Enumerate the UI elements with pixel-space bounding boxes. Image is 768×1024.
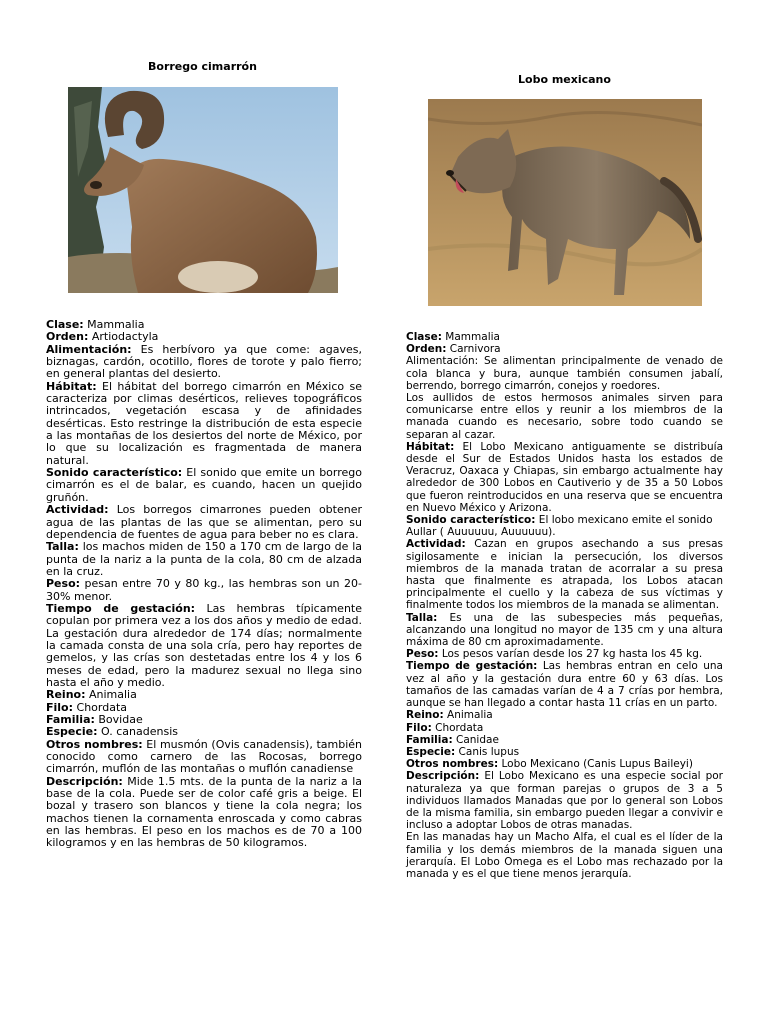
field-otros-nombres	[46, 739, 362, 776]
field-label: Hábitat:	[406, 440, 455, 453]
field-actividad	[406, 538, 723, 611]
field-value: El musmón (Ovis canadensis), también conocido como carnero de las Rocosas, borrego cimarrón, muflón de las montañas o muflón canadiense	[46, 737, 362, 776]
field-label: Actividad:	[406, 538, 466, 551]
field-gestacion	[406, 660, 723, 709]
field-value: Artiodactyla	[88, 330, 159, 344]
field-value: Los pesos varían desde los 27 kg hasta los 45 kg.	[438, 648, 703, 661]
field-value: Es una de las subespecies más pequeñas, alcanzando una longitud no mayor de 135 cm y una altura máxima de 80 cm aproximadamente.	[406, 611, 723, 649]
field-label: Reino:	[406, 709, 444, 722]
field-label: Hábitat:	[46, 379, 97, 393]
field-label: Talla:	[406, 611, 438, 624]
mexican-wolf-photo	[428, 99, 702, 306]
bighorn-sheep-photo	[68, 87, 338, 293]
field-label: Familia:	[406, 733, 453, 746]
field-label: Talla:	[46, 540, 79, 554]
field-value: Chordata	[73, 700, 128, 714]
field-descripcion	[46, 776, 362, 850]
paragraph-aullidos	[406, 392, 723, 441]
field-label: Actividad:	[46, 503, 109, 517]
field-peso	[46, 578, 362, 603]
field-sonido	[46, 467, 362, 504]
field-label: Otros nombres:	[406, 758, 499, 771]
field-label: Familia:	[46, 713, 95, 726]
field-label: Clase:	[46, 318, 84, 331]
field-value: En las manadas hay un Macho Alfa, el cual es el líder de la familia y los demás miembros de la manada siguen una jerarquía. El Lobo Omega es el Lobo mas rechazado por la manada y es el que tiene menos jerarquía.	[406, 831, 723, 880]
field-value: Carnivora	[446, 343, 501, 356]
field-label: Clase:	[406, 331, 442, 343]
field-label: Tiempo de gestación:	[46, 601, 196, 615]
field-value: Es herbívoro ya que come: agaves, biznagas, cardón, ocotillo, flores de torote y palo fierro; en general plantas del desierto.	[46, 342, 362, 381]
field-label: Filo:	[406, 721, 432, 734]
right-info-text	[406, 331, 723, 880]
field-label: Especie:	[406, 745, 456, 758]
field-value: El Lobo Mexicano antiguamente se distribuía desde el Sur de Estados Unidos hasta los estados de Veracruz, Oaxaca y Chiapas, sin embargo actualmente hay alrededor de 300 Lobos en Cautiverio y de 35 a 50 Lobos que fueron reintroducidos en una reserva que se encuentra en Nuevo México y Arizona.	[406, 440, 723, 514]
field-sonido	[406, 514, 723, 538]
field-label: Orden:	[46, 330, 89, 344]
field-descripcion	[406, 770, 723, 831]
field-talla	[406, 612, 723, 649]
field-value: Los borregos cimarrones pueden obtener agua de las plantas de las que se alimentan, pero su dependencia de fuentes de agua para beber no es clara.	[46, 503, 362, 541]
field-value: Animalia	[85, 688, 137, 702]
field-gestacion	[46, 603, 362, 689]
field-alimentacion	[46, 344, 362, 381]
field-value: Bovidae	[94, 713, 143, 726]
field-label: Sonido característico:	[46, 466, 183, 480]
left-title: Borrego cimarrón	[148, 60, 257, 73]
field-label: Descripción:	[46, 774, 123, 788]
paragraph-manadas	[406, 831, 723, 880]
field-label: Filo:	[46, 700, 74, 714]
field-filo	[406, 722, 723, 734]
left-info-text	[46, 319, 362, 850]
field-habitat	[46, 381, 362, 467]
field-label: Especie:	[46, 725, 98, 739]
field-alimentacion	[406, 355, 723, 392]
field-label: Peso:	[406, 648, 439, 661]
field-value: Mammalia	[83, 318, 145, 331]
field-label: Alimentación:	[46, 342, 132, 356]
field-actividad	[46, 504, 362, 541]
field-label: Otros nombres:	[46, 737, 143, 751]
field-label: Reino:	[46, 688, 86, 702]
right-title: Lobo mexicano	[518, 73, 611, 86]
field-value: Canis lupus	[455, 745, 520, 758]
field-value: Canidae	[452, 733, 499, 746]
field-value: Los aullidos de estos hermosos animales sirven para comunicarse entre ellos y reunir a los miembros de la manada cuando es necesario, sobre todo cuando se separan al cazar.	[406, 392, 723, 441]
field-otros-nombres	[406, 758, 723, 770]
field-value: Cazan en grupos asechando a sus presas sigilosamente e inician la persecución, los diversos miembros de la manada tratan de acorralar a su presa hasta que finalmente es atrapada, los Lobos atacan principalmente el cuello y la cabeza de sus víctimas y finalmente todos los miembros de la manada se alimentan.	[406, 538, 723, 612]
field-reino	[406, 709, 723, 721]
field-clase	[406, 331, 723, 343]
field-value: El Lobo Mexicano es una especie social por naturaleza ya que forman parejas o grupos de 3 a 5 individuos llamados Manadas que por lo general son Lobos de la misma familia, sin embargo pueden llegar a convivir e incluso a adoptar Lobos de otras manadas.	[406, 770, 723, 832]
field-orden	[406, 343, 723, 355]
field-talla	[46, 541, 362, 578]
field-peso	[406, 648, 723, 660]
field-label: Sonido característico:	[406, 514, 536, 527]
field-value: Mide 1.5 mts. de la punta de la nariz a la base de la cola. Puede ser de color café gris a beige. El bozal y trasero son blancos y tiene la cola negra; los machos tienen la cornamenta enroscada y como cabras en las hembras. El peso en los machos es de 70 a 100 kilogramos y en las hembras de 50 kilogramos.	[46, 774, 362, 850]
field-label: Descripción:	[406, 770, 480, 783]
field-value: Alimentación: Se alimentan principalmente de venado de cola blanca y bura, aunque también consumen jabalí, berrendo, borrego cimarrón, conejos y roedores.	[406, 355, 723, 392]
field-familia	[406, 734, 723, 746]
field-value: los machos miden de 150 a 170 cm de largo de la punta de la nariz a la punta de la cola, 80 cm de alzada en la cruz.	[46, 540, 362, 578]
field-label: Orden:	[406, 343, 447, 356]
field-value: Mammalia	[441, 331, 500, 343]
field-value: El sonido que emite un borrego cimarrón es el de balar, es cuando, hacen un quejido gruñón.	[46, 466, 363, 504]
field-label: Tiempo de gestación:	[406, 660, 538, 673]
field-value: Chordata	[431, 721, 484, 734]
field-value: Las hembras entran en celo una vez al año y la gestación dura entre 60 y 63 días. Los tamaños de las camadas varían de 4 a 7 crías por hembra, aunque se han llegado a contar hasta 11 crías en un parto.	[406, 660, 723, 710]
field-value: El lobo mexicano emite el sonido Aullar ( Auuuuuu, Auuuuuu).	[406, 514, 713, 539]
field-value: Animalia	[443, 709, 493, 722]
field-value: Las hembras típicamente copulan por primera vez a los dos años y medio de edad. La gestación dura alrededor de 174 días; normalmente la camada consta de una sola cría, pero hay reportes de gemelos, y las crías son destetadas entre los 4 y los 6 meses de edad, pero la madurez sexual no llega sino hasta el año y medio.	[46, 601, 362, 689]
field-value: O. canadensis	[97, 725, 178, 739]
field-value: Lobo Mexicano (Canis Lupus Baileyi)	[498, 758, 693, 771]
field-value: El hábitat del borrego cimarrón en México se caracteriza por climas desérticos, relieves topográficos intrincados, vegetación escasa y de afinidades desérticas. Esto restringe la distribución de esta especie a las montañas de los desiertos del norte de México, por lo que su localización es fragmentada de manera natural.	[46, 379, 362, 467]
field-value: pesan entre 70 y 80 kg., las hembras son un 20-30% menor.	[46, 577, 362, 603]
field-habitat	[406, 441, 723, 514]
field-label: Peso:	[46, 577, 81, 591]
field-especie	[406, 746, 723, 758]
